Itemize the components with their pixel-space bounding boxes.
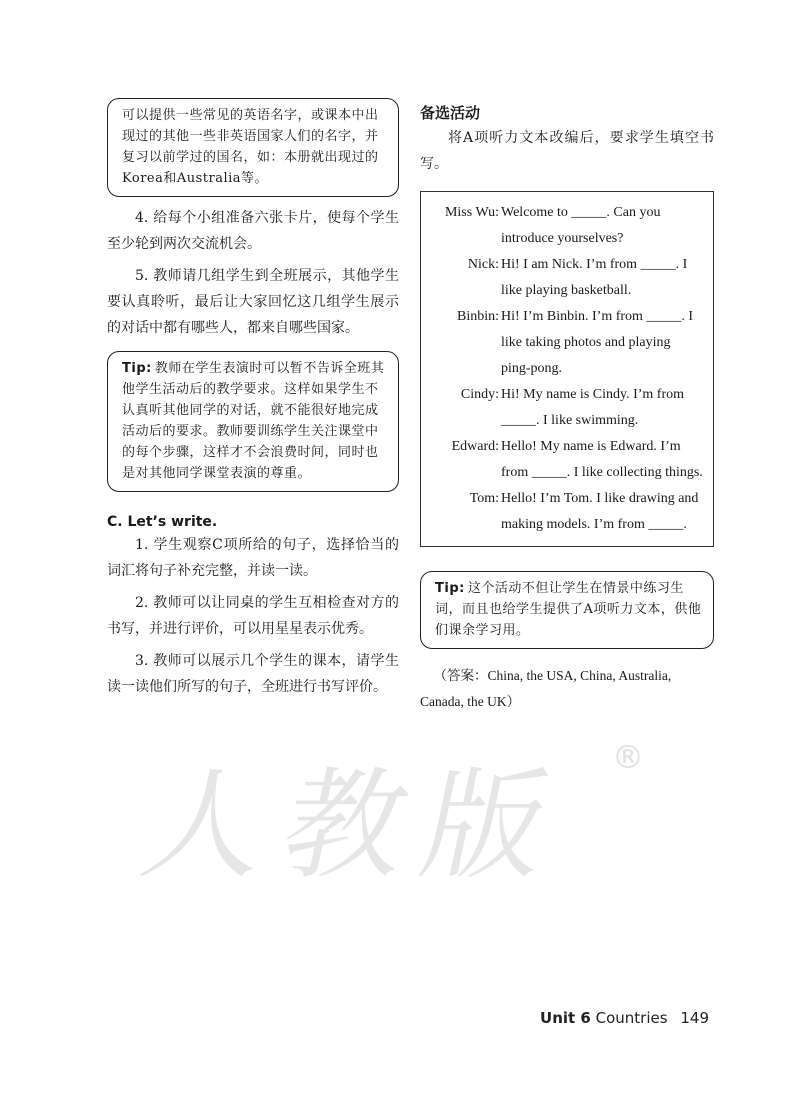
dialog-line [425, 304, 703, 382]
dialog-line [425, 434, 703, 486]
note-box: 可以提供一些常见的英语名字，或课本中出现过的其他一些非英语国家人们的名字，并复习以前学过的国名，如：本册就出现过的Korea和Australia等。 [107, 98, 399, 197]
section-c-title: C. Let’s write. [107, 514, 218, 530]
dialog-box [420, 191, 714, 547]
step-5: 5. 教师请几组学生到全班展示，其他学生要认真聆听，最后让大家回忆这几组学生展示的对话中都有哪些人，都来自哪些国家。 [107, 268, 399, 336]
dialog-text: Welcome to _____. Can you introduce yourselves? [501, 205, 661, 246]
left-column [107, 98, 399, 700]
speaker-name: Nick: [467, 257, 499, 272]
speaker-name: Miss Wu: [444, 205, 499, 220]
c-step-3: 3. 教师可以展示几个学生的课本，请学生读一读他们所写的句子，全班进行书写评价。 [107, 653, 399, 695]
dialog-line [425, 486, 703, 538]
dialog-line [425, 252, 703, 304]
tip-label: Tip: [122, 361, 152, 376]
right-column [420, 98, 714, 715]
dialog-line [425, 382, 703, 434]
alternative-activity-title: 备选活动 [420, 104, 481, 122]
speaker-name: Cindy: [460, 387, 499, 402]
tip-text: 教师在学生表演时可以暂不告诉全班其他学生活动后的教学要求。这样如果学生不认真听其他同学的对话，就不能很好地完成活动后的要求。教师要训练学生关注课堂中的每个步骤，这样才不会浪费时间，同时也是对其他同学课堂表演的尊重。 [122, 361, 385, 481]
dialog-text: Hi! I am Nick. I’m from _____. I like playing basketball. [501, 257, 688, 298]
speaker-name: Binbin: [456, 309, 499, 324]
step-4: 4. 给每个小组准备六张卡片，使每个学生至少轮到两次交流机会。 [107, 210, 399, 252]
tip-box-1 [107, 351, 399, 492]
dialog-text: Hello! My name is Edward. I’m from _____. I like collecting things. [501, 439, 703, 480]
answer-suffix: ） [506, 694, 521, 710]
page-number: 149 [680, 1009, 709, 1027]
dialog-text: Hi! My name is Cindy. I’m from _____. I like swimming. [501, 387, 685, 428]
speaker-name: Tom: [469, 491, 499, 506]
publisher-watermark: 人教版 [130, 757, 581, 896]
answer-line [420, 663, 714, 715]
dialog-text: Hello! I’m Tom. I like drawing and making models. I’m from _____. [501, 491, 699, 532]
answer-text: China, the USA, China, Australia, Canada, the UK [420, 668, 672, 709]
tip-box-2 [420, 571, 714, 649]
page-footer [540, 1009, 709, 1027]
alternative-activity-intro: 将A项听力文本改编后，要求学生填空书写。 [420, 130, 714, 172]
c-step-1: 1. 学生观察C项所给的句子，选择恰当的词汇将句子补充完整，并读一读。 [107, 537, 399, 579]
tip-text: 这个活动不但让学生在情景中练习生词，而且也给学生提供了A项听力文本，供他们课余学习用。 [435, 581, 702, 638]
dialog-text: Hi! I’m Binbin. I’m from _____. I like taking photos and playing ping-pong. [501, 309, 694, 376]
speaker-name: Edward: [451, 439, 499, 454]
c-step-2: 2. 教师可以让同桌的学生互相检查对方的书写，并进行评价，可以用星星表示优秀。 [107, 595, 399, 637]
tip-label: Tip: [435, 581, 465, 596]
dialog-line [425, 200, 703, 252]
unit-label: Unit 6 [540, 1009, 591, 1027]
unit-title: Countries [595, 1009, 668, 1027]
registered-mark: ® [612, 738, 644, 776]
answer-prefix: （答案： [433, 668, 488, 684]
